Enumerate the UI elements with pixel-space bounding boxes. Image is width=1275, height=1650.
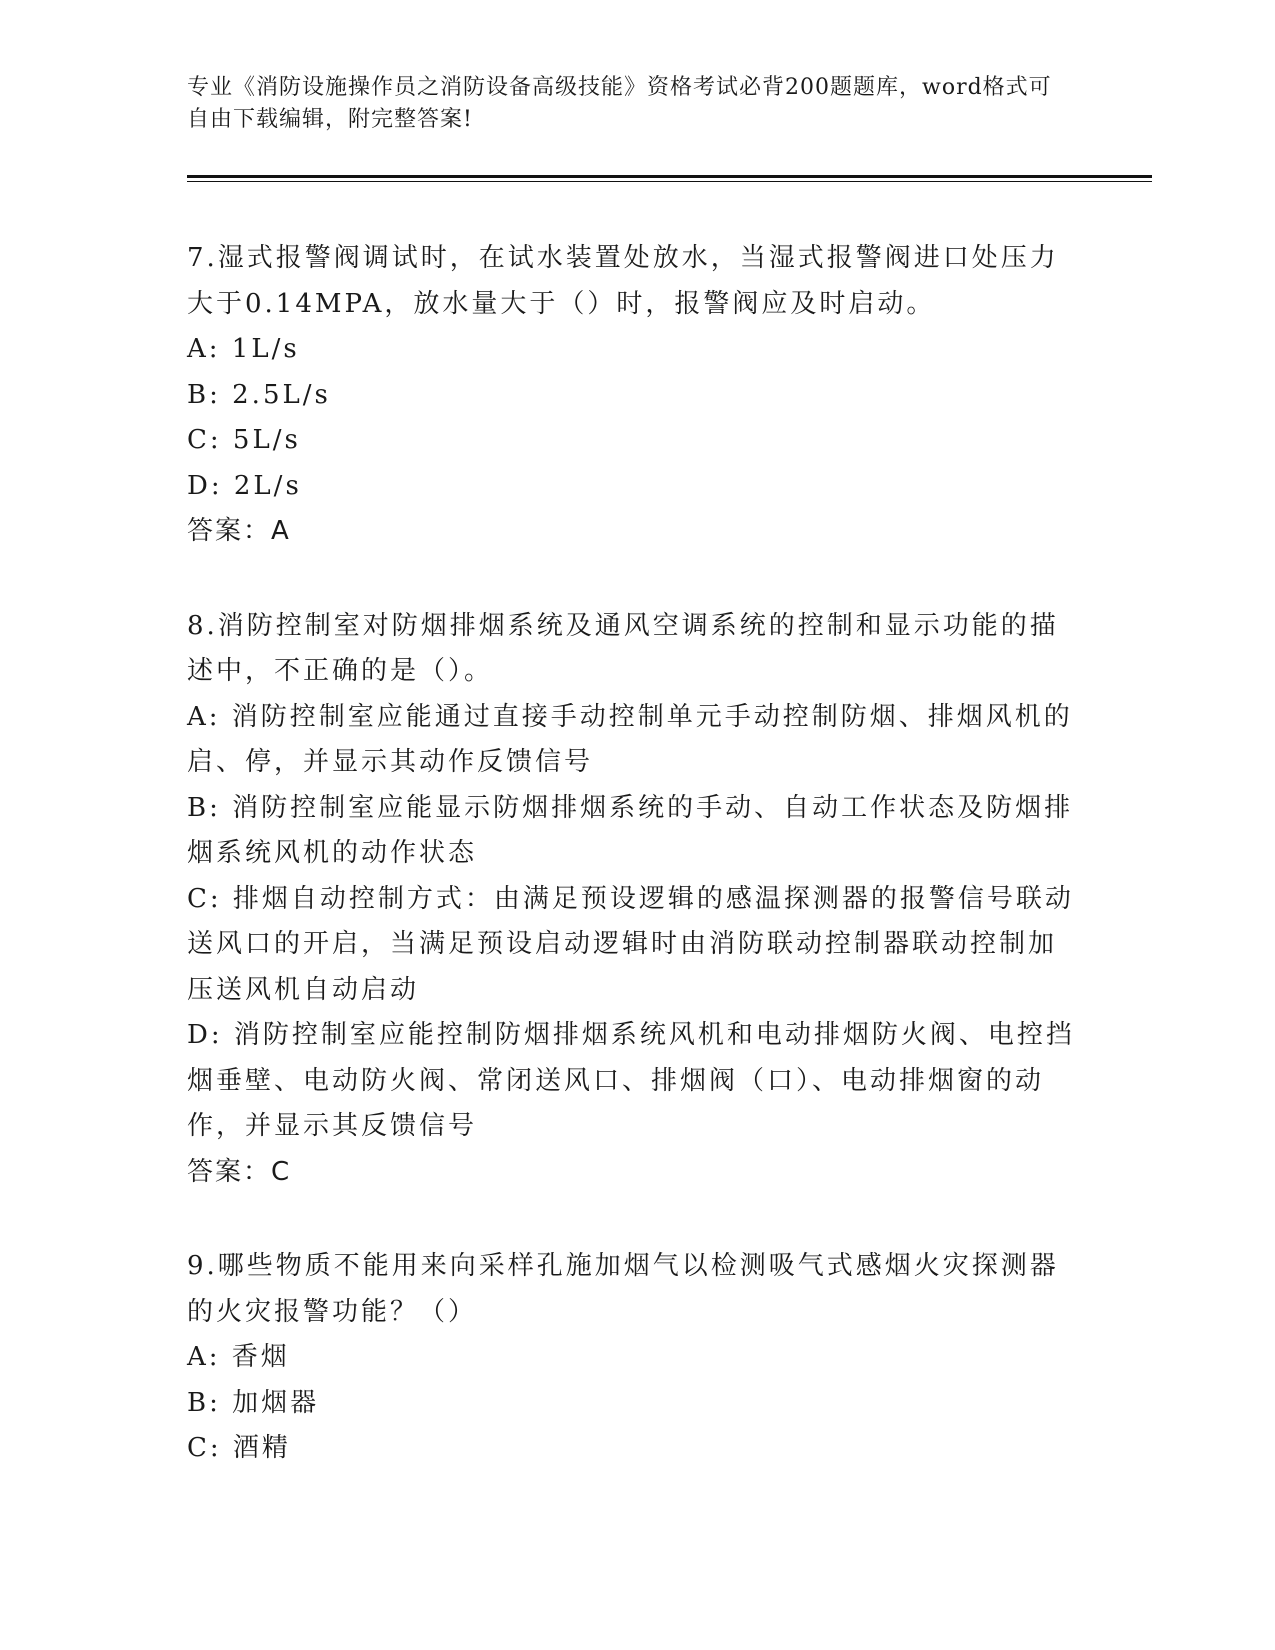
option-c: C: 5L/s bbox=[187, 425, 301, 455]
option-d: D: 2L/s bbox=[187, 470, 302, 501]
question-item bbox=[187, 236, 1077, 555]
question-text: 9.哪些物质不能用来向采样孔施加烟气以检测吸气式感烟火灾探测器的火灾报警功能？（） bbox=[187, 1251, 1059, 1327]
header-divider-thick bbox=[187, 175, 1152, 178]
option-c: C: 排烟自动控制方式：由满足预设逻辑的感温探测器的报警信号联动送风口的开启，当满足预设启动逻辑时由消防联动控制器联动控制加压送风机自动启动 bbox=[187, 883, 1074, 1005]
option-a: A: 香烟 bbox=[187, 1342, 290, 1372]
answer-line: 答案：A bbox=[187, 516, 291, 546]
option-a: A: 消防控制室应能通过直接手动控制单元手动控制防烟、排烟风机的启、停，并显示其动作反馈信号 bbox=[187, 701, 1073, 777]
question-text: 7.湿式报警阀调试时，在试水装置处放水，当湿式报警阀进口处压力大于0.14MPA，放水量大于（）时，报警阀应及时启动。 bbox=[187, 243, 1059, 319]
option-b: B: 加烟器 bbox=[187, 1387, 320, 1418]
option-b: B: 消防控制室应能显示防烟排烟系统的手动、自动工作状态及防烟排烟系统风机的动作状态 bbox=[187, 792, 1074, 868]
question-item bbox=[187, 604, 1077, 1196]
document-header: 专业《消防设施操作员之消防设备高级技能》资格考试必背200题题库，word格式可自由下载编辑，附完整答案! bbox=[187, 75, 1052, 132]
option-a: A: 1L/s bbox=[187, 334, 300, 364]
question-text: 8.消防控制室对防烟排烟系统及通风空调系统的控制和显示功能的描述中，不正确的是（）。 bbox=[187, 610, 1059, 686]
question-list bbox=[187, 236, 1077, 1521]
option-c: C: 酒精 bbox=[187, 1433, 291, 1463]
question-item bbox=[187, 1244, 1077, 1472]
header-divider-thin bbox=[187, 181, 1152, 182]
option-b: B: 2.5L/s bbox=[187, 379, 331, 410]
option-d: D: 消防控制室应能控制防烟排烟系统风机和电动排烟防火阀、电控挡烟垂壁、电动防火阀、常闭送风口、排烟阀（口）、电动排烟窗的动作，并显示其反馈信号 bbox=[187, 1020, 1075, 1141]
answer-line: 答案：C bbox=[187, 1156, 292, 1187]
